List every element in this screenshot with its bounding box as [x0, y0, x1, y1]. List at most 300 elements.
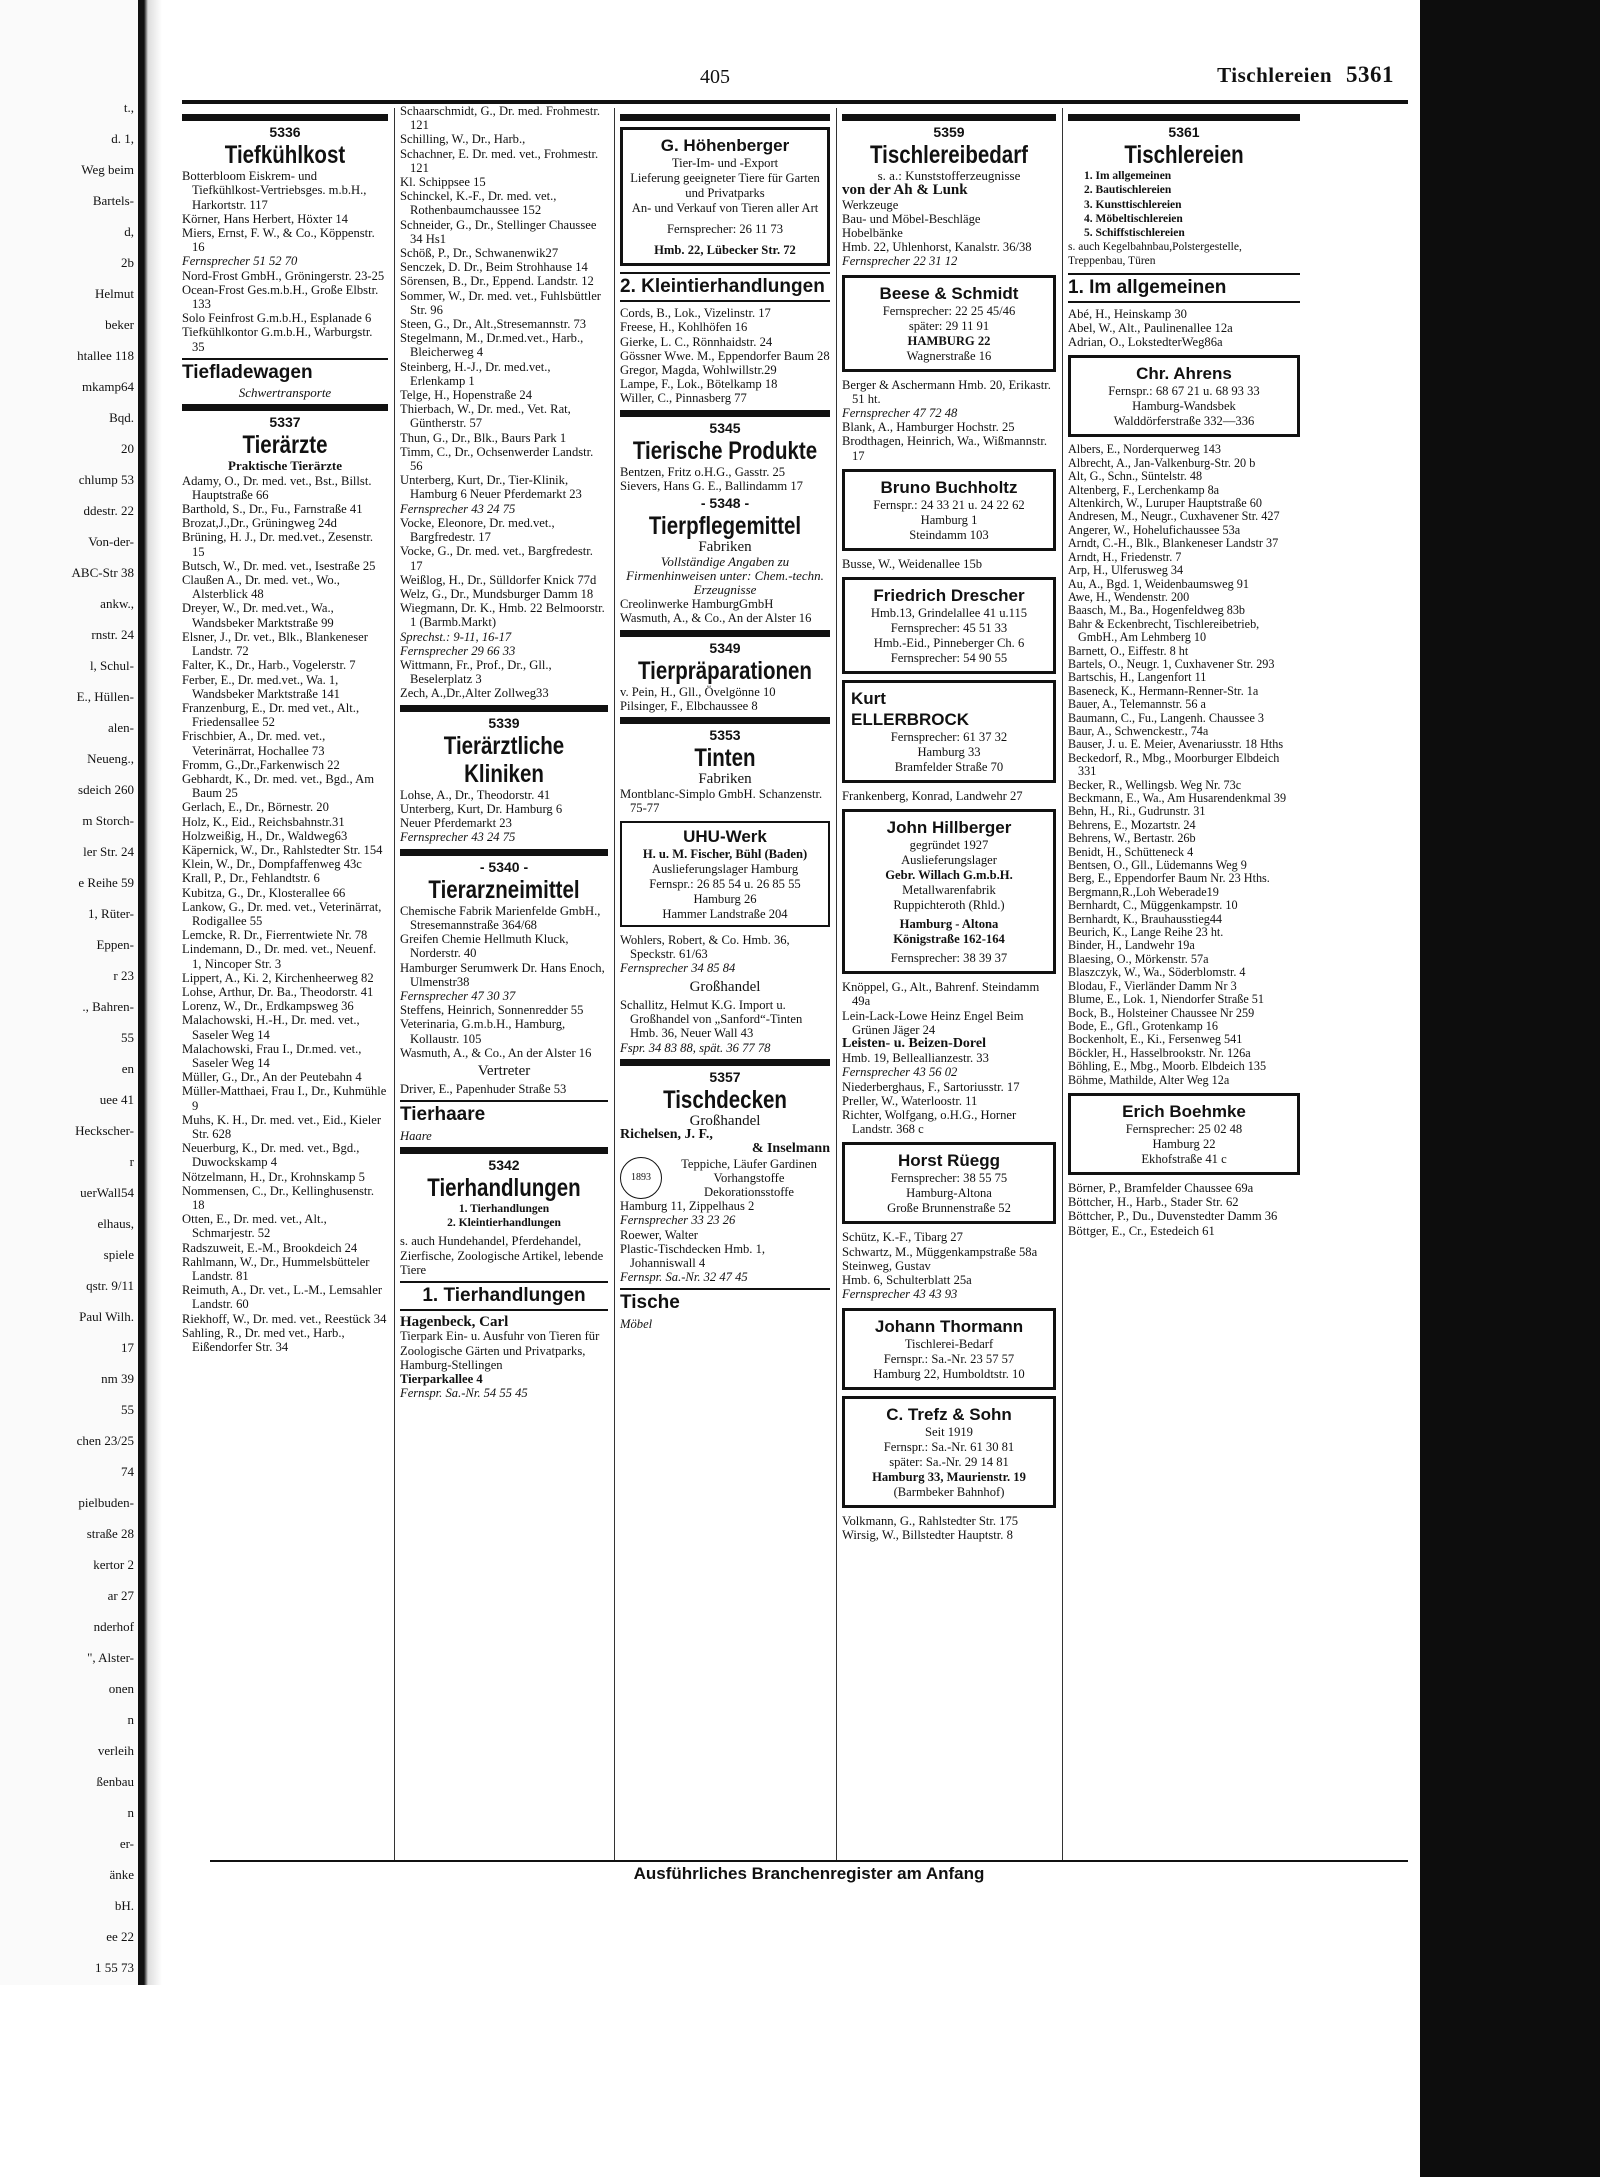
- section-title: Tierärzte: [242, 431, 328, 460]
- entry-address: Hamburg 11, Zippelhaus 2: [620, 1199, 755, 1214]
- directory-entry: Bahr & Eckenbrecht, Tischlereibetrieb, GmbH., Am Lehmberg 10: [1068, 616, 1260, 645]
- running-title-text: Tischlereien: [1217, 63, 1332, 87]
- directory-entry: Schaarschmidt, G., Dr. med. Frohmestr. 121: [400, 104, 601, 133]
- directory-entry: Bockenholt, E., Ki., Fersenweg 541: [1068, 1032, 1243, 1047]
- left-page-text: verleih: [97, 1743, 134, 1758]
- directory-entry: Willer, C., Pinnasberg 77: [620, 391, 747, 406]
- directory-entry: Hmb. 6, Schulterblatt 25a: [842, 1273, 972, 1288]
- entry-name: Leisten- u. Beizen-Dorel: [842, 1036, 986, 1052]
- directory-entry: Arp, H., Ulferusweg 34: [1068, 563, 1184, 578]
- section-number: - 5340 -: [479, 858, 529, 875]
- directory-entry: Böttcher, P., Du., Duvenstedter Damm 36: [1068, 1209, 1278, 1224]
- entry-list: [182, 474, 388, 1355]
- directory-entry: Klein, W., Dr., Dompfaffenweg 43c: [182, 857, 362, 872]
- directory-entry: Schilling, W., Dr., Harb.,: [400, 132, 526, 147]
- advert-address: (Barmbeker Bahnhof): [893, 1484, 1005, 1499]
- entry-list: [620, 1228, 830, 1285]
- directory-entry: Nommensen, C., Dr., Kellinghusenstr. 18: [182, 1183, 375, 1213]
- directory-entry: Beckedorf, R., Mbg., Moorburger Elbdeich 331: [1068, 750, 1280, 779]
- entry-list: [1068, 1181, 1300, 1238]
- entry-list: [842, 557, 1056, 571]
- left-page-text: ankw.,: [100, 596, 134, 611]
- entry-list: [400, 1082, 608, 1096]
- entry-phone: Fernsprecher 22 31 12: [842, 254, 958, 269]
- advert-phone: Fernspr.: Sa.-Nr. 61 30 81: [883, 1439, 1015, 1454]
- directory-entry: Rahlmann, W., Dr., Hummelsbütteler Landstr. 81: [182, 1254, 370, 1284]
- directory-entry: Nord-Frost GmbH., Gröningerstr. 23-25: [182, 268, 385, 283]
- directory-entry: Tiefkühlkontor G.m.b.H., Warburgstr. 35: [182, 325, 373, 354]
- page-footer: Ausführliches Branchenregister am Anfang: [210, 1860, 1408, 1884]
- left-page-text: d,: [124, 224, 134, 239]
- section-number: 5357: [709, 1068, 741, 1085]
- section-rule: [400, 849, 608, 856]
- directory-entry: Neuer Pferdemarkt 23: [400, 816, 512, 831]
- directory-entry: Abel, W., Alt., Paulinenallee 12a: [1068, 321, 1233, 336]
- advert-text: Tier-Im- und -Export: [671, 156, 779, 170]
- directory-entry: Chemische Fabrik Marienfelde GmbH., Stresemannstraße 364/68: [400, 903, 601, 932]
- left-page-text: ", Alster-: [87, 1650, 134, 1665]
- directory-entry: Lippert, A., Ki. 2, Kirchenheerweg 82: [182, 970, 374, 985]
- directory-entry: Angerer, W., Hohelufichaussee 53a: [1068, 522, 1241, 537]
- left-page-text: Paul Wilh.: [79, 1309, 134, 1324]
- advert-phone: Fernsprecher: 54 90 55: [890, 651, 1008, 666]
- entry-list: [620, 465, 830, 493]
- left-page-text: chlump 53: [78, 472, 134, 487]
- section-subtitle: Praktische Tierärzte: [228, 458, 342, 474]
- directory-entry: Plastic-Tischdecken Hmb. 1, Johanniswall 4: [620, 1241, 766, 1270]
- directory-entry: Beckmann, E., Wa., Am Husarendenkmal 39: [1068, 791, 1287, 805]
- directory-entry: Holz, K., Eid., Reichsbahnstr.31: [182, 814, 345, 829]
- directory-entry: Behrens, E., Mozartstr. 24: [1068, 817, 1196, 832]
- section-rule: [182, 114, 388, 121]
- directory-entry: Baseneck, K., Hermann-Renner-Str. 1a: [1068, 683, 1259, 698]
- left-page-text: änke: [109, 1867, 134, 1882]
- advert-text: gegründet 1927: [909, 838, 989, 853]
- section-number: 5349: [709, 639, 741, 656]
- left-page-text: qstr. 9/11: [86, 1278, 134, 1293]
- directory-entry: Adamy, O., Dr. med. vet., Bst., Billst. Hauptstraße 66: [182, 473, 372, 502]
- directory-entry: Creolinwerke HamburgGmbH: [620, 597, 774, 612]
- section-rule: [400, 705, 608, 712]
- directory-entry: Schütz, K.-F., Tibarg 27: [842, 1230, 963, 1245]
- directory-entry: Radszuweit, E.-M., Brookdeich 24: [182, 1240, 358, 1255]
- section-title: Tierarzneimittel: [428, 875, 580, 904]
- directory-entry: Claußen A., Dr. med. vet., Wo., Alsterblick 48: [182, 573, 340, 602]
- header-rule: [182, 100, 1408, 104]
- directory-entry: Baur, A., Schwenckestr., 74a: [1068, 723, 1209, 738]
- advert-title: Friedrich Drescher: [873, 586, 1025, 606]
- section-title: Tinten: [694, 744, 756, 773]
- directory-entry: Müller-Matthaei, Frau I., Dr., Kuhmühle 9: [182, 1084, 387, 1113]
- section-number: 5361: [1168, 124, 1200, 140]
- advert-address: Hmb. 22, Lübecker Str. 72: [654, 243, 796, 257]
- directory-entry: Niederberghaus, F., Sartoriusstr. 17: [842, 1079, 1020, 1094]
- left-page-text: r: [129, 1154, 134, 1169]
- advert-address: Hmb.13, Grindelallee 41 u.115: [870, 606, 1028, 621]
- section-rule: [620, 1059, 830, 1066]
- advert-boehmke: [1068, 1093, 1300, 1175]
- directory-entry: Kubitza, G., Dr., Klosterallee 66: [182, 885, 346, 900]
- directory-entry: Freese, H., Kohlhöfen 16: [620, 320, 748, 335]
- entry-list: [620, 933, 830, 976]
- advert-beese-schmidt: [842, 275, 1056, 372]
- advert-address: Steindamm 103: [909, 527, 989, 542]
- advert-address: Hamburg 22, Humboldtstr. 10: [873, 1366, 1025, 1381]
- left-page-text: d. 1,: [111, 131, 134, 146]
- directory-entry: Behrens, W., Bertastr. 26b: [1068, 831, 1196, 846]
- directory-entry: Steffens, Heinrich, Sonnenredder 55: [400, 1003, 584, 1018]
- directory-entry: Fernsprecher 34 85 84: [620, 961, 736, 976]
- directory-entry: Neuerburg, K., Dr. med. vet., Bgd., Duwockskamp 4: [182, 1141, 360, 1170]
- directory-entry: Böhling, E., Mbg., Moorb. Elbdeich 135: [1068, 1059, 1267, 1074]
- directory-entry: Wasmuth, A., & Co., An der Alster 16: [400, 1045, 592, 1060]
- section-title: Tiefkühlkost: [224, 141, 346, 170]
- directory-entry: Welz, G., Dr., Mundsburger Damm 18: [400, 586, 594, 601]
- directory-entry: Otten, E., Dr. med. vet., Alt., Schmarjestr. 52: [182, 1212, 327, 1241]
- advert-text: Seit 1919: [925, 1424, 973, 1439]
- directory-entry: Fromm, G.,Dr.,Farkenwisch 22: [182, 757, 340, 772]
- directory-entry: Fspr. 34 83 88, spät. 36 77 78: [620, 1040, 771, 1055]
- directory-entry: Fernsprecher 51 52 70: [182, 254, 298, 269]
- left-page-text: Neueng.,: [87, 751, 134, 766]
- directory-entry: Fernsprecher 29 66 33: [400, 643, 516, 658]
- section-rule: [1068, 301, 1300, 303]
- advert-phone: Fernsprecher: 25 02 48: [1125, 1121, 1243, 1136]
- directory-entry: Thun, G., Dr., Blk., Baurs Park 1: [400, 430, 567, 445]
- directory-entry: Wasmuth, A., & Co., An der Alster 16: [620, 611, 812, 626]
- section-title: Tierhandlungen: [427, 1174, 581, 1202]
- section-rule: [620, 114, 830, 121]
- directory-entry: Brodthagen, Heinrich, Wa., Wißmannstr. 17: [842, 434, 1048, 463]
- section-rule: [620, 410, 830, 417]
- directory-entry: Fernsprecher 47 30 37: [400, 988, 516, 1003]
- advert-text: Gebr. Willach G.m.b.H.: [885, 868, 1013, 883]
- directory-entry: Franzenburg, E., Dr. med vet., Alt., Friedensallee 52: [182, 700, 360, 730]
- section-rule: [620, 630, 830, 637]
- advert-text: H. u. M. Fischer, Bühl (Baden): [642, 847, 808, 862]
- section-title: Tiefladewagen: [182, 361, 313, 383]
- directory-entry: Bauer, A., Telemannstr. 56 a: [1068, 697, 1206, 712]
- directory-entry: Fernsprecher 43 24 75: [400, 830, 516, 845]
- directory-entry: Benidt, H., Schütteneck 4: [1068, 844, 1194, 859]
- section-rule: [182, 404, 388, 411]
- column-divider: [394, 108, 395, 1860]
- subsection-title: Großhandel: [689, 978, 761, 995]
- advert-rueegg: [842, 1142, 1056, 1224]
- entry-address: Hmb. 19, Belleallianzestr. 33: [842, 1051, 989, 1066]
- advert-address: Hamburg 1: [920, 512, 978, 527]
- section-rule: [400, 1281, 608, 1283]
- directory-entry: Wohlers, Robert, & Co. Hmb. 36, Speckstr. 61/63: [620, 933, 790, 962]
- section-subtitle: Möbel: [620, 1316, 653, 1331]
- section-rule: [620, 300, 830, 302]
- advert-phone: Fernspr.: 68 67 21 u. 68 93 33: [1108, 384, 1260, 399]
- directory-entry: Volkmann, G., Rahlstedter Str. 175: [842, 1513, 1019, 1528]
- advert-phone: Fernsprecher: 38 39 37: [890, 951, 1008, 966]
- directory-entry: Wirsig, W., Billstedter Hauptstr. 8: [842, 1527, 1013, 1542]
- left-page-text: n: [127, 1805, 134, 1820]
- directory-entry: Ocean-Frost Ges.m.b.H., Große Elbstr. 133: [182, 282, 379, 312]
- left-page-text: ler Str. 24: [83, 844, 134, 859]
- left-page-text: ddestr. 22: [83, 503, 134, 518]
- directory-entry: Schneider, G., Dr., Stellinger Chaussee 34 Hs1: [400, 217, 597, 246]
- advert-text: Metallwarenfabrik: [902, 883, 996, 898]
- subsection-list-item: 2. Kleintierhandlungen: [447, 1217, 561, 1230]
- section-rule: [400, 1147, 608, 1154]
- directory-entry: Schwartz, M., Müggenkampstraße 58a: [842, 1244, 1038, 1259]
- book-gutter: [138, 0, 162, 1985]
- directory-entry: Böttger, E., Cr., Estedeich 61: [1068, 1223, 1215, 1238]
- advert-buchholtz: [842, 469, 1056, 551]
- directory-entry: v. Pein, H., Gll., Övelgönne 10: [620, 684, 776, 699]
- directory-entry: Lemcke, R. Dr., Fierrentwiete Nr. 78: [182, 928, 368, 943]
- left-page-text: pielbuden-: [78, 1495, 134, 1510]
- directory-entry: Reimuth, A., Dr. vet., L.-M., Lemsahler Landstr. 60: [182, 1283, 383, 1312]
- directory-entry: Muhs, K. H., Dr. med. vet., Eid., Kieler Str. 628: [182, 1112, 382, 1141]
- directory-entry: Gössner Wwe. M., Eppendorfer Baum 28: [620, 348, 830, 363]
- advert-phone: Fernsprecher: 22 25 45/46: [882, 303, 1016, 318]
- directory-entry: Kl. Schippsee 15: [400, 175, 486, 190]
- advert-title: C. Trefz & Sohn: [886, 1404, 1012, 1424]
- directory-entry: Weißlog, H., Dr., Sülldorfer Knick 77d: [400, 572, 597, 587]
- entry-list: [620, 685, 830, 713]
- section-rule: [620, 272, 830, 274]
- directory-entry: Malachowski, Frau I., Dr.med. vet., Saseler Weg 14: [182, 1041, 362, 1070]
- directory-entry: Becker, R., Wellingsb. Weg Nr. 73c: [1068, 777, 1242, 792]
- entry-text: Werkzeuge: [842, 197, 899, 212]
- directory-entry: Miers, Ernst, F. W., & Co., Köppenstr. 16: [182, 226, 375, 255]
- directory-entry: Thierbach, W., Dr. med., Vet. Rat, Güntherstr. 57: [400, 402, 571, 431]
- advert-address: Hammer Landstraße 204: [662, 907, 788, 922]
- directory-entry: Baasch, M., Ba., Hogenfeldweg 83b: [1068, 603, 1246, 618]
- directory-entry: Gierke, L. C., Rönnhaidstr. 24: [620, 334, 773, 349]
- left-page-text: 20: [121, 441, 134, 456]
- section-subtitle: Fabriken: [698, 771, 752, 788]
- directory-entry: Fernsprecher 43 24 75: [400, 501, 516, 516]
- subsection-list-item: 5. Schiffstischlereien: [1084, 227, 1185, 240]
- directory-entry: Hamburger Serumwerk Dr. Hans Enoch, Ulmenstr38: [400, 960, 605, 989]
- section-number: 5339: [488, 714, 520, 731]
- directory-entry: Müller, G., Dr., An der Peutebahn 4: [182, 1070, 362, 1085]
- entry-name: Hagenbeck, Carl: [400, 1314, 509, 1331]
- left-page-text: l, Schul-: [89, 658, 134, 673]
- section-number: 5359: [933, 124, 965, 140]
- directory-entry: Lorenz, W., Dr., Erdkampsweg 36: [182, 999, 354, 1014]
- cross-reference: s. auch Hundehandel, Pferdehandel, Zierfische, Zoologische Artikel, lebende Tiere: [400, 1234, 604, 1277]
- section-rule: [400, 1309, 608, 1311]
- left-page-text: er-: [119, 1836, 134, 1851]
- left-page-text: 2b: [121, 255, 134, 270]
- advert-title: Chr. Ahrens: [1136, 364, 1232, 384]
- left-page-text: bH.: [114, 1898, 134, 1913]
- entry-phone: Fernsprecher 33 23 26: [620, 1213, 736, 1228]
- subsection-list-item: 1. Tierhandlungen: [458, 1203, 550, 1215]
- advert-phone: Fernspr.: 24 33 21 u. 24 22 62: [873, 497, 1025, 512]
- directory-entry: Richter, Wolfgang, o.H.G., Horner Landstr. 368 c: [842, 1108, 1017, 1137]
- directory-entry: Abé, H., Heinskamp 30: [1068, 306, 1187, 321]
- running-title: [1217, 62, 1394, 88]
- left-page-text: Von-der-: [88, 534, 134, 549]
- entry-text: Teppiche, Läufer Gardinen Vorhangstoffe Dekorationsstoffe: [681, 1156, 817, 1199]
- advert-address: Hamburg 33, Maurienstr. 19: [872, 1469, 1026, 1484]
- entry-text: Tierparkallee 4: [400, 1372, 483, 1387]
- advert-phone: Fernsprecher: 45 51 33: [890, 621, 1008, 636]
- entry-list: [842, 980, 1056, 1037]
- advert-title: Horst Rüegg: [898, 1151, 1000, 1171]
- richelsen-block: [620, 1157, 830, 1200]
- page-number: 405: [700, 66, 730, 88]
- directory-entry: Blaesing, O., Mörkenstr. 57a: [1068, 951, 1209, 966]
- entry-name: Richelsen, J. F.,: [620, 1127, 713, 1143]
- directory-entry: Zech, A.,Dr.,Alter Zollweg33: [400, 686, 549, 701]
- left-page-text: Bartels-: [92, 193, 134, 208]
- directory-entry: Bernhardt, K., Brauhausstieg44: [1068, 911, 1223, 926]
- section-title: Tierhaare: [400, 1104, 486, 1126]
- directory-page: [162, 0, 1420, 1985]
- advert-address: Wagnerstraße 16: [906, 348, 992, 363]
- left-page-text: nm 39: [101, 1371, 134, 1386]
- advert-ahrens: [1068, 355, 1300, 437]
- advert-address: HAMBURG 22: [907, 333, 991, 348]
- section-title: Tische: [620, 1292, 680, 1314]
- directory-entry: Brozat,J.,Dr., Grüningweg 24d: [182, 516, 337, 531]
- left-page-text: spiele: [103, 1247, 134, 1262]
- directory-entry: Elsner, J., Dr. vet., Blk., Blankeneser Landstr. 72: [182, 629, 368, 659]
- left-page-text: 1 55 73: [95, 1960, 134, 1975]
- subsection-title: 1. Tierhandlungen: [422, 1285, 586, 1307]
- left-page-text: m Storch-: [82, 813, 134, 828]
- company-seal: 1893: [620, 1157, 662, 1199]
- directory-entry: Schöß, P., Dr., Schwanenwik27: [400, 246, 559, 261]
- directory-entry: Bernhardt, C., Müggenkampstr. 10: [1068, 898, 1238, 913]
- cross-reference: Vollständige Angaben zu Firmenhinweisen unter: Chem.-techn. Erzeugnisse: [626, 553, 824, 598]
- column-divider: [614, 108, 615, 1860]
- scanner-bottom: [0, 1985, 1420, 2177]
- directory-entry: Behn, H., Ri., Gudrunstr. 31: [1068, 804, 1206, 819]
- cross-reference: s. auch Kegelbahnbau,Polstergestelle, Treppenbau, Türen: [1068, 241, 1242, 268]
- entry-list: [620, 597, 830, 625]
- section-rule: [1068, 273, 1300, 275]
- section-rule: [400, 1100, 608, 1102]
- directory-entry: Krall, P., Dr., Fehlandtstr. 6: [182, 871, 320, 886]
- directory-entry: Sievers, Hans G. E., Ballindamm 17: [620, 479, 803, 494]
- advert-address: Hamburg - Altona: [899, 917, 999, 932]
- advert-hillberger: [842, 809, 1056, 974]
- advert-text: Ruppichteroth (Rhld.): [893, 898, 1005, 913]
- directory-entry: Pilsinger, F., Elbchaussee 8: [620, 699, 758, 714]
- directory-entry: Arndt, C.-H., Blk., Blankeneser Landstr 37: [1068, 536, 1279, 551]
- advert-trefz: [842, 1396, 1056, 1508]
- left-page-text: 17: [121, 1340, 134, 1355]
- page-header: [162, 58, 1420, 90]
- directory-entry: Fernspr. Sa.-Nr. 32 47 45: [620, 1270, 748, 1285]
- advert-text: Auslieferungslager Hamburg: [651, 862, 799, 877]
- directory-entry: Cords, B., Lok., Vizelinstr. 17: [620, 306, 771, 321]
- advert-uhu: [620, 821, 830, 927]
- directory-entry: Andresen, M., Neugr., Cuxhavener Str. 427: [1068, 509, 1280, 524]
- directory-entry: Blank, A., Hamburger Hochstr. 25: [842, 420, 1015, 435]
- subsection-list-item: 1. Im allgemeinen: [1084, 170, 1172, 183]
- left-page-text: alen-: [108, 720, 134, 735]
- left-page-text: ., Bahren-: [82, 999, 134, 1014]
- directory-entry: Veterinaria, G.m.b.H., Hamburg, Kollaustr. 105: [400, 1017, 566, 1046]
- left-page-text: Weg beim: [81, 162, 134, 177]
- directory-entry: Steinweg, Gustav: [842, 1258, 931, 1273]
- entry-list: [1068, 443, 1300, 1087]
- directory-entry: Unterberg, Kurt, Dr. Hamburg 6: [400, 801, 563, 816]
- directory-entry: Albers, E., Norderquerweg 143: [1068, 442, 1221, 457]
- scanner-edge: [1420, 0, 1600, 2177]
- left-page-text: straße 28: [86, 1526, 134, 1541]
- directory-entry: Blodau, F., Vierländer Damm Nr 3: [1068, 978, 1237, 993]
- entry-list: [842, 1514, 1056, 1542]
- directory-entry: Alt, G., Schn., Süntelstr. 48: [1068, 469, 1203, 484]
- subsection-title: 1. Im allgemeinen: [1068, 276, 1227, 298]
- directory-entry: Preller, W., Waterloostr. 11: [842, 1093, 978, 1108]
- directory-entry: Sommer, W., Dr. med. vet., Fuhlsbüttler Str. 96: [400, 288, 601, 317]
- directory-entry: Wiegmann, Dr. K., Hmb. 22 Belmoorstr. 1 (Barmb.Markt): [400, 601, 605, 630]
- directory-entry: Knöppel, G., Alt., Bahrenf. Steindamm 49a: [842, 980, 1040, 1009]
- directory-entry: Gebhardt, K., Dr. med. vet., Bgd., Am Baum 25: [182, 771, 375, 801]
- directory-entry: Fernsprecher 47 72 48: [842, 406, 958, 421]
- directory-entry: Roewer, Walter: [620, 1227, 698, 1242]
- directory-entry: Butsch, W., Dr. med. vet., Isestraße 25: [182, 558, 376, 573]
- advert-address: Walddörferstraße 332—336: [1113, 414, 1255, 429]
- directory-entry: Botterbloom Eiskrem- und Tiefkühlkost-Vertriebsges. m.b.H., Harkortstr. 117: [182, 169, 367, 212]
- directory-entry: Sahling, R., Dr. med vet., Harb., Eißendorfer Str. 34: [182, 1325, 345, 1355]
- directory-entry: Beurich, K., Lange Reihe 23 ht.: [1068, 925, 1224, 940]
- left-page-text: htallee 118: [77, 348, 134, 363]
- directory-entry: Böckler, H., Hasselbrookstr. Nr. 126a: [1068, 1045, 1251, 1060]
- section-rule: [1068, 114, 1300, 121]
- subsection-title: Vertreter: [477, 1062, 531, 1079]
- entry-list: [400, 904, 608, 1060]
- advert-text: Auslieferungslager: [901, 853, 997, 868]
- directory-entry: Lindemann, D., Dr. med. vet., Neuenf. 1, Nincoper Str. 3: [182, 942, 377, 971]
- directory-entry: Vocke, Eleonore, Dr. med.vet., Bargfredestr. 17: [400, 515, 555, 545]
- left-page-text: sdeich 260: [78, 782, 134, 797]
- advert-title: Bruno Buchholtz: [880, 477, 1018, 497]
- left-page-text: ar 27: [107, 1588, 134, 1603]
- directory-entry: Ferber, E., Dr. med.vet., Wa. 1, Wandsbeker Marktstraße 141: [182, 672, 340, 701]
- left-page-text: ee 22: [106, 1929, 134, 1944]
- section-number: - 5348 -: [700, 495, 750, 512]
- advert-address: Königstraße 162-164: [893, 932, 1005, 947]
- column-3: [620, 110, 830, 1331]
- entry-phone: Fernsprecher 43 56 02: [842, 1065, 958, 1080]
- left-page-text: uee 41: [99, 1092, 134, 1107]
- left-page-fragment: [0, 0, 140, 1985]
- section-number: 5345: [709, 419, 741, 436]
- left-page-text: ßenbau: [96, 1774, 134, 1789]
- directory-entry: Timm, C., Dr., Ochsenwerder Landstr. 56: [400, 444, 594, 474]
- entry-text: Hobelbänke: [842, 226, 903, 241]
- directory-entry: Frankenberg, Konrad, Landwehr 27: [842, 789, 1023, 804]
- section-rule: [842, 114, 1056, 121]
- directory-entry: Telge, H., Hopenstraße 24: [400, 388, 533, 403]
- entry-list: [400, 788, 608, 845]
- advert-title: ELLERBROCK: [851, 710, 970, 730]
- directory-entry: Schachner, E. Dr. med. vet., Frohmestr. 121: [400, 146, 599, 175]
- section-number: 5336: [269, 124, 301, 140]
- entry-phone: Fernspr. Sa.-Nr. 54 55 45: [400, 1386, 528, 1401]
- column-4: [842, 110, 1056, 1542]
- entry-list: [400, 104, 608, 701]
- directory-entry: Altenberg, F., Lerchenkamp 8a: [1068, 482, 1220, 497]
- directory-entry: Stegelmann, M., Dr.med.vet., Harb., Bleicherweg 4: [400, 331, 584, 360]
- entry-address: Hmb. 22, Uhlenhorst, Kanalstr. 36/38: [842, 240, 1032, 255]
- entry-list: [620, 306, 830, 405]
